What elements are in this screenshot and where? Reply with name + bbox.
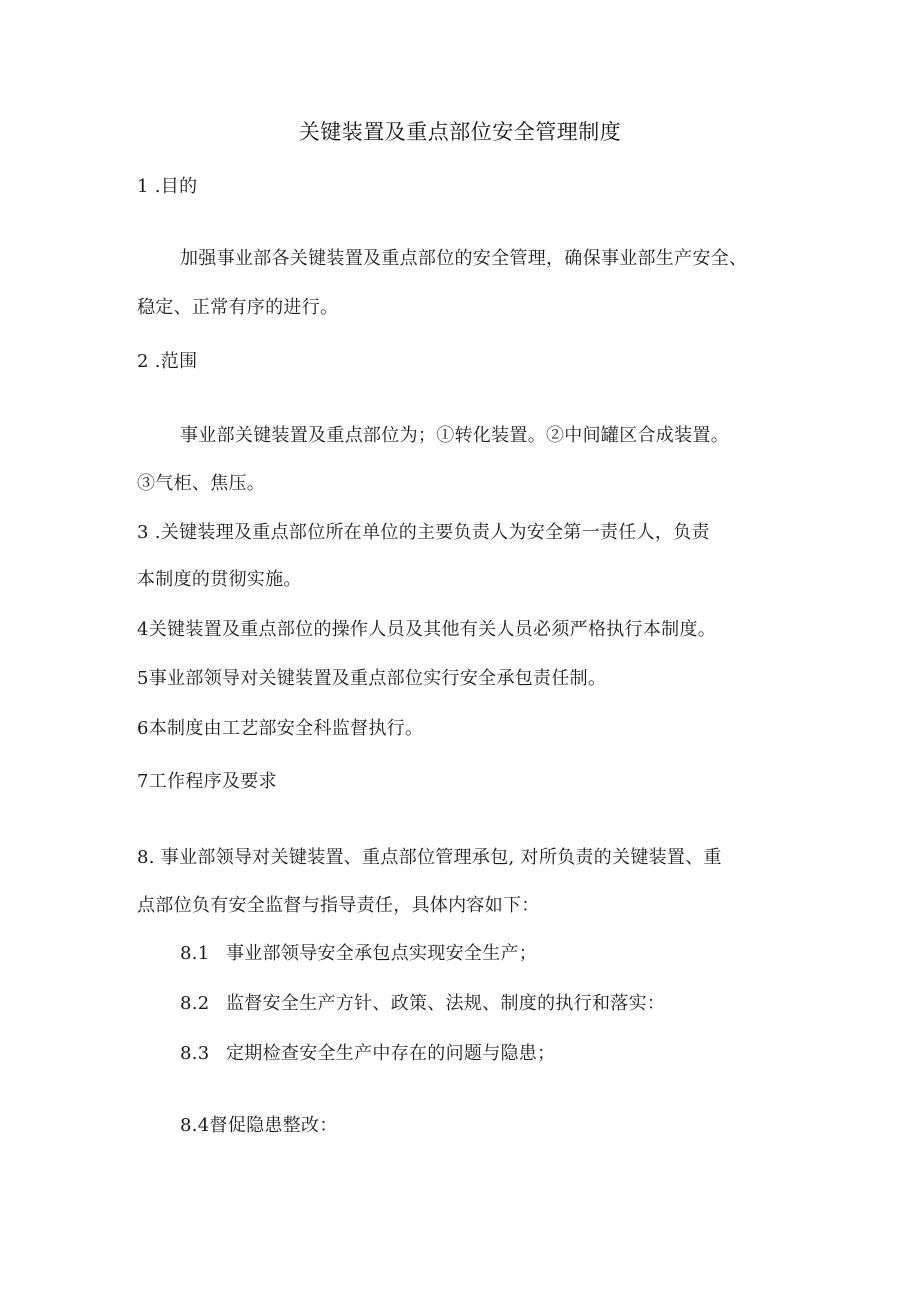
item-8-2-number: 8.2 <box>180 993 210 1014</box>
section-1-body-line-2: 稳定、正常有序的进行。 <box>137 297 339 318</box>
item-8-3-number: 8.3 <box>180 1043 210 1064</box>
section-1-heading: 1 .目的 <box>137 176 198 197</box>
item-8-1 <box>180 941 537 967</box>
section-5: 5事业部领导对关键装置及重点部位实行安全承包责任制。 <box>137 668 607 689</box>
item-8-4: 8.4督促隐患整改： <box>180 1115 338 1136</box>
document-title: 关键装置及重点部位安全管理制度 <box>298 120 622 144</box>
section-2-body-line-2: ③气柜、焦压。 <box>137 473 266 494</box>
section-3-line-1: 3 .关键装理及重点部位所在单位的主要负责人为安全第一责任人，负责 <box>137 522 710 543</box>
item-8-2 <box>180 991 665 1017</box>
section-8-line-1: 8. 事业部领导对关键装置、重点部位管理承包, 对所负责的关键装置、重 <box>137 847 722 868</box>
section-1-body-line-1: 加强事业部各关键装置及重点部位的安全管理，确保事业部生产安全、 <box>180 248 748 269</box>
item-8-3-text: 定期检查安全生产中存在的问题与隐患； <box>226 1043 556 1064</box>
section-3-line-2: 本制度的贯彻实施。 <box>137 569 302 590</box>
item-8-3 <box>180 1041 555 1067</box>
item-8-1-text: 事业部领导安全承包点实现安全生产； <box>226 943 538 964</box>
item-8-1-number: 8.1 <box>180 943 210 964</box>
section-2-body-line-1: 事业部关键装置及重点部位为；①转化装置。②中间罐区合成装置。 <box>180 425 729 446</box>
section-6: 6本制度由工艺部安全科监督执行。 <box>137 718 424 739</box>
section-7: 7工作程序及要求 <box>137 771 277 792</box>
section-4: 4关键装置及重点部位的操作人员及其他有关人员必须严格执行本制度。 <box>137 619 717 640</box>
section-2-heading: 2 .范围 <box>137 351 198 372</box>
section-8-line-2: 点部位负有安全监督与指导责任，具体内容如下： <box>137 895 540 916</box>
item-8-2-text: 监督安全生产方针、政策、法规、制度的执行和落实： <box>226 993 666 1014</box>
